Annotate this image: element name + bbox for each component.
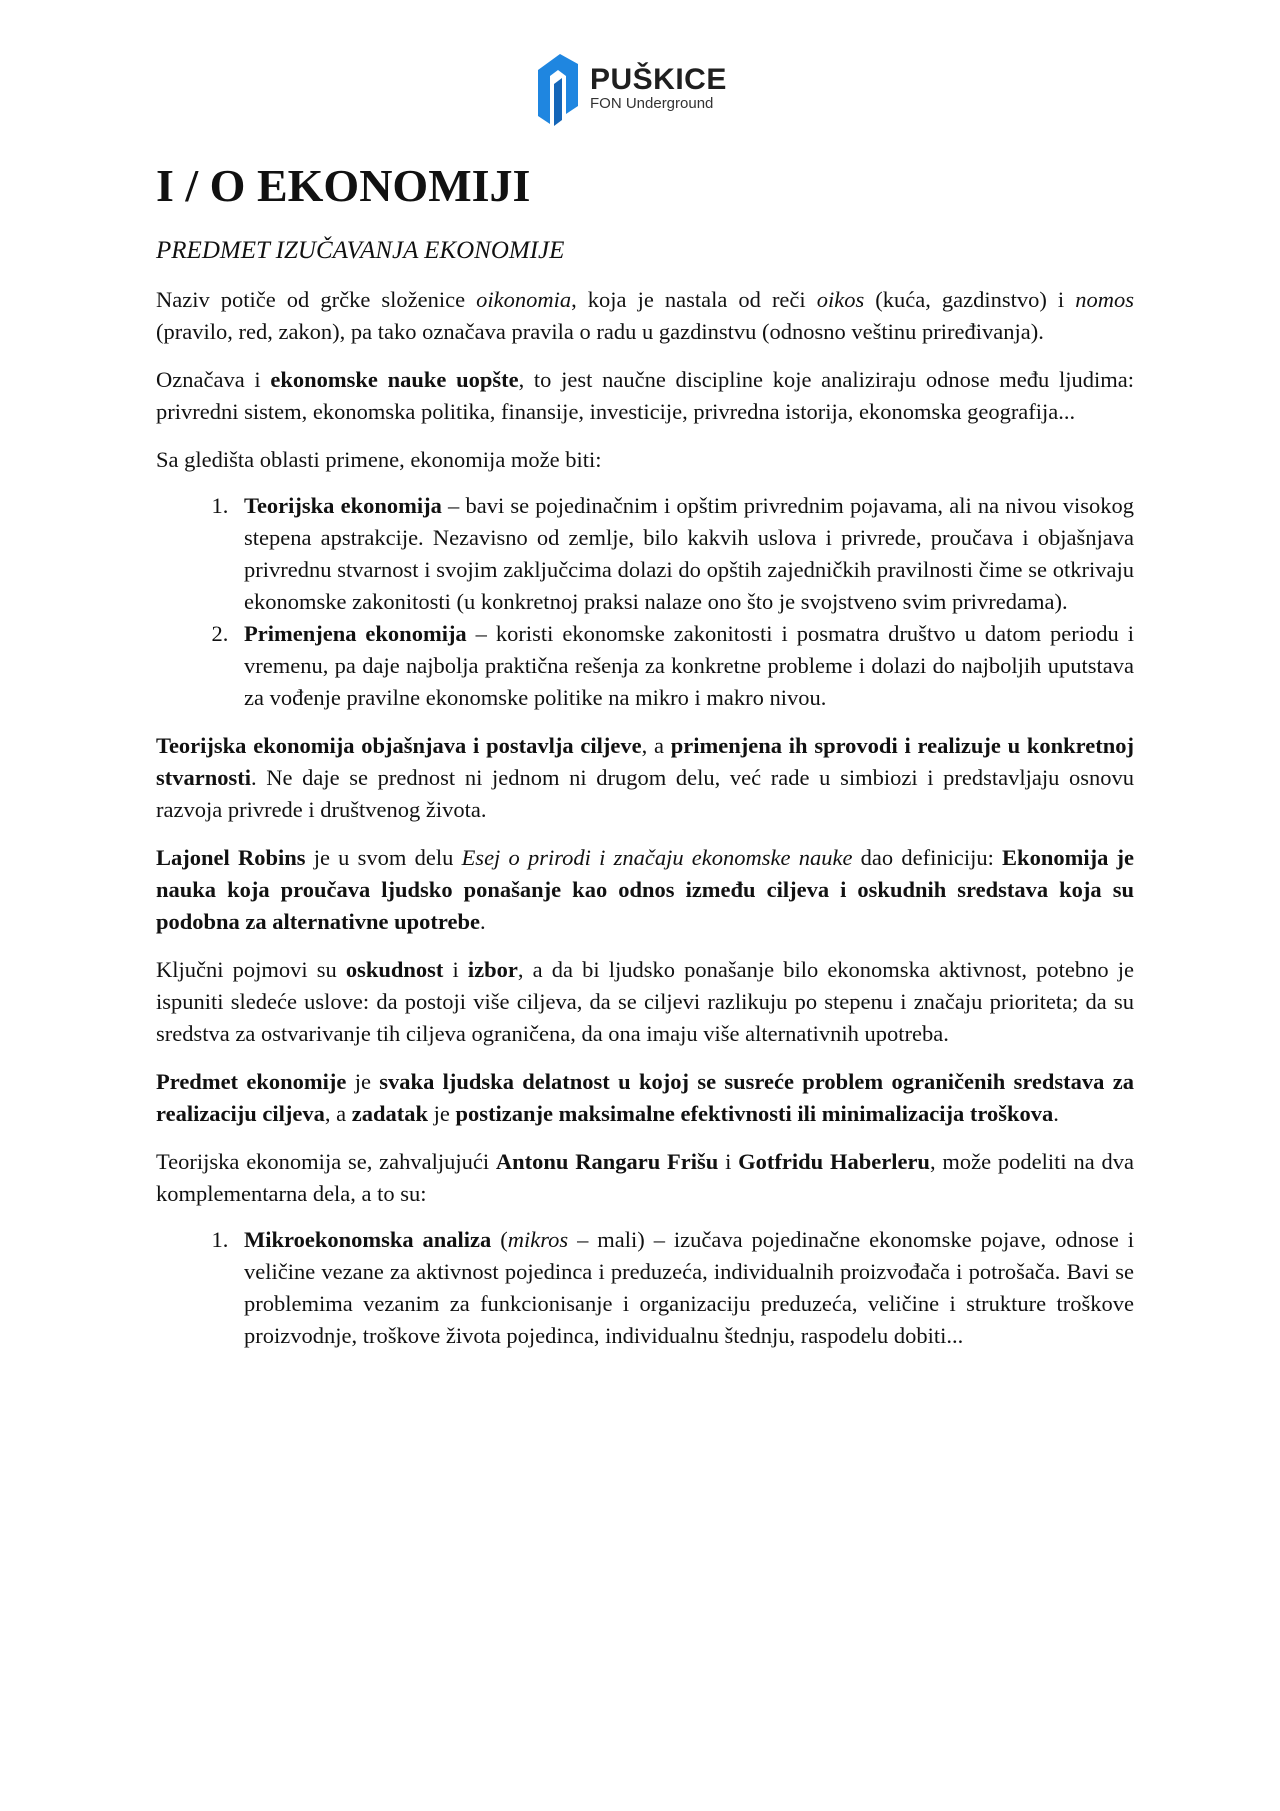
list-item: 2. Primenjena ekonomija – koristi ekonomske zakonitosti i posmatra društvo u datom periodu i vremenu, pa daje najbolja praktična rešenja za konkretne probleme i dolazi do najboljih uputstava za vođenje pravilne ekonomske politike na mikro i makro nivou. [234,618,1134,714]
paragraph-sciences: Označava i ekonomske nauke uopšte, to jest naučne discipline koje analiziraju odnose među ljudima: privredni sistem, ekonomska politika, finansije, investicije, privredna istorija, ekonomska geografija... [156,367,1134,424]
paragraph-key-concepts: Ključni pojmovi su oskudnost i izbor, a da bi ljudsko ponašanje bilo ekonomska aktivnost, potebno je ispuniti sledeće uslove: da postoji više ciljeva, da se ciljevi razlikuju po stepenu i značaju prioriteta; da su sredstva za ostvarivanje tih ciljeva ograničena, da ona imaju više alternativnih upotreba. [156,957,1135,1046]
list-item: 1. Teorijska ekonomija – bavi se pojedinačnim i opštim privrednim pojavama, ali na nivou visokog stepena apstrakcije. Nezavisno od zemlje, bilo kakvih uslova i privrede, proučava i objašnjava privrednu stvarnost i svojim zaključcima dolazi do opštih zajedničkih pravilnosti čime se otkrivaju ekonomske zakonitosti (u konkretnoj praksi nalaze ono što je svojstveno svim privredama). [234,490,1134,618]
list-item: 1. Mikroekonomska analiza (mikros – mali) – izučava pojedinačne ekonomske pojave, odnose i veličine vezane za aktivnost pojedinca i preduzeća, individualnih proizvođača i potrošača. Bavi se problemima vezanim za funkcionisanje i organizaciju preduzeća, veličine i strukture troškove proizvodnje, troškove života pojedinca, individualnu štednju, raspodelu dobiti... [234,1224,1134,1352]
document-body [156,158,1134,1352]
logo-title: PUŠKICE [590,63,727,96]
paragraph-application: Sa gledišta oblasti primene, ekonomija može biti: [156,447,602,472]
paragraph-robbins-definition: Lajonel Robins je u svom delu Esej o prirodi i značaju ekonomske nauke dao definiciju: Ekonomija je nauka koja proučava ljudsko ponašanje kao odnos između ciljeva i oskudnih sredstava koja su podobna za alternativne upotrebe. [156,845,1135,934]
puskice-logo-icon [534,50,582,128]
paragraph-subject-of-economics: Predmet ekonomije je svaka ljudska delatnost u kojoj se susreće problem ograničenih sredstava za realizaciju ciljeva, a zadatak je postizanje maksimalne efektivnosti ili minimalizacija troškova. [156,1069,1134,1126]
economics-types-list [156,490,1134,714]
header-logo [534,50,727,128]
paragraph-frisch-haberler: Teorijska ekonomija se, zahvaljujući Antonu Rangaru Frišu i Gotfridu Haberleru, može podeliti na dva komplementarna dela, a to su: [156,1149,1134,1206]
analysis-types-list [156,1224,1134,1352]
logo-subtitle: FON Underground [590,95,714,112]
paragraph-theory-vs-applied: Teorijska ekonomija objašnjava i postavlja ciljeve, a primenjena ih sprovodi i realizuje u konkretnoj stvarnosti. Ne daje se prednost ni jednom ni drugom delu, već rade u simbiozi i predstavljaju osnovu razvoja privrede i društvenog života. [156,733,1134,822]
page-title: I / O EKONOMIJI [156,160,531,211]
section-subtitle: PREDMET IZUČAVANJA EKONOMIJE [156,237,565,264]
paragraph-etymology: Naziv potiče od grčke složenice oikonomia, koja je nastala od reči oikos (kuća, gazdinstvo) i nomos (pravilo, red, zakon), pa tako označava pravila o radu u gazdinstvu (odnosno veštinu priređivanja). [156,287,1134,344]
